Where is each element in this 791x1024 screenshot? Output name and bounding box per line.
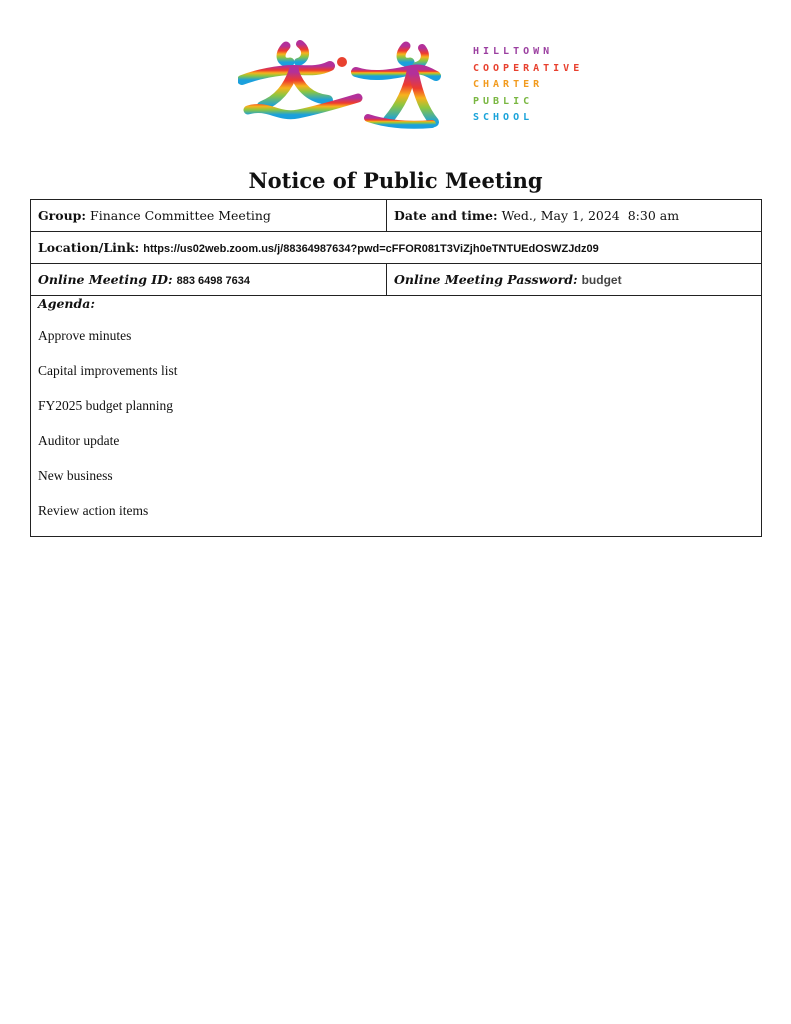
agenda-heading: Agenda: — [38, 296, 95, 311]
meeting-id-cell — [31, 264, 387, 296]
datetime-value: Wed., May 1, 2024 8:30 am — [501, 208, 680, 223]
agenda-item: Approve minutes — [38, 328, 132, 343]
agenda-item: New business — [38, 468, 113, 483]
logo-line-4: PUBLIC — [473, 95, 534, 107]
logo-line-1: HILLTOWN — [473, 46, 554, 57]
table-row — [31, 264, 762, 296]
page-title: Notice of Public Meeting — [248, 168, 543, 193]
password-value: budget — [581, 273, 622, 287]
datetime-cell — [387, 200, 762, 232]
agenda-item: Review action items — [38, 503, 149, 518]
meeting-details-table — [30, 199, 762, 537]
table-row — [31, 232, 762, 264]
logo-line-3: CHARTER — [473, 79, 544, 90]
group-value: Finance Committee Meeting — [90, 208, 271, 223]
logo-line-2: COOPERATIVE — [473, 62, 584, 74]
table-row — [31, 200, 762, 232]
meeting-link[interactable]: https://us02web.zoom.us/j/88364987634?pwd=cFFOR081T3ViZjh0eTNTUEdOSWZJdz09 — [143, 243, 599, 255]
meeting-id-value: 883 6498 7634 — [176, 275, 251, 287]
datetime-label: Date and time: — [394, 208, 498, 223]
password-cell — [387, 264, 762, 296]
table-row — [31, 296, 762, 537]
location-cell — [31, 232, 762, 264]
group-cell — [31, 200, 387, 232]
school-logo — [238, 40, 584, 130]
dancing-figures-logo-icon — [238, 40, 458, 130]
password-label: Online Meeting Password: — [394, 272, 578, 287]
agenda-cell — [31, 296, 762, 537]
meeting-id-label: Online Meeting ID: — [38, 272, 173, 287]
location-label: Location/Link: — [38, 240, 140, 255]
group-label: Group: — [38, 208, 87, 223]
agenda-item: FY2025 budget planning — [38, 398, 173, 413]
logo-line-5: SCHOOL — [473, 112, 534, 123]
school-name-wordmark — [473, 44, 583, 127]
agenda-item: Auditor update — [38, 433, 120, 448]
agenda-item: Capital improvements list — [38, 363, 178, 378]
